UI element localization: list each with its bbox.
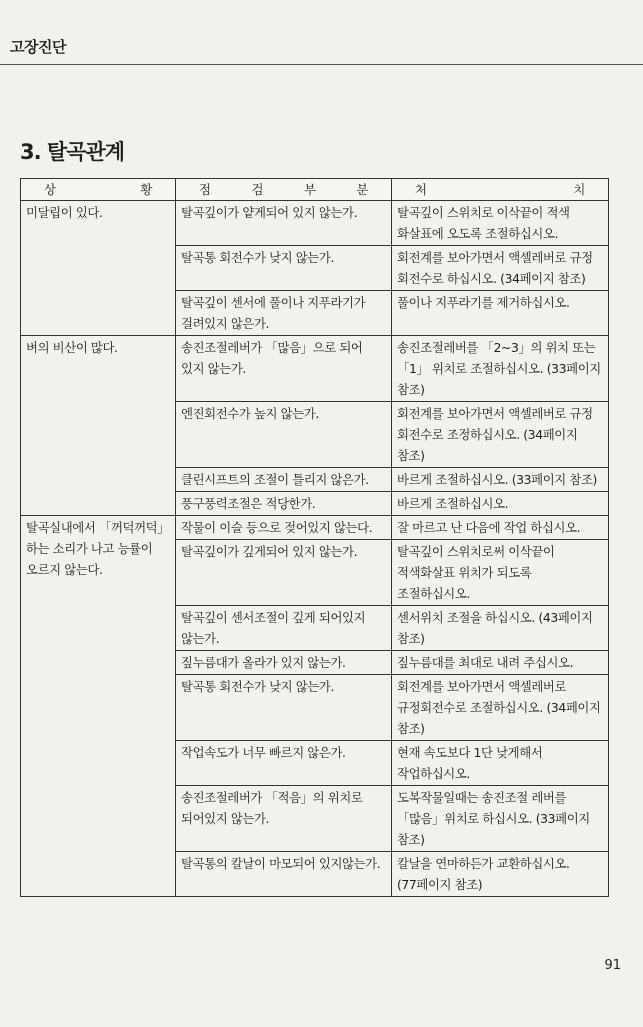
- inspection-cell: 탈곡깊이 센서조절이 깊게 되어있지 않는가.: [176, 606, 392, 651]
- running-head: 고장진단: [10, 38, 66, 56]
- troubleshooting-table: [20, 178, 609, 897]
- action-cell: 탈곡깊이 스위치로 이삭끝이 적색 화살표에 오도록 조절하십시오.: [392, 201, 609, 246]
- action-cell: 풀이나 지푸라기를 제거하십시오.: [392, 291, 609, 336]
- inspection-cell: 탈곡통 회전수가 낮지 않는가.: [176, 675, 392, 741]
- inspection-cell: 탈곡통 회전수가 낮지 않는가.: [176, 246, 392, 291]
- header-inspection: 점 검 부 분: [176, 179, 392, 201]
- situation-cell: 벼의 비산이 많다.: [21, 336, 176, 516]
- header-rule: [0, 64, 643, 65]
- action-cell: 회전계를 보아가면서 액셀레버로 규정 회전수로 하십시오. (34페이지 참조): [392, 246, 609, 291]
- inspection-cell: 짚누름대가 올라가 있지 않는가.: [176, 651, 392, 675]
- inspection-cell: 풍구풍력조절은 적당한가.: [176, 492, 392, 516]
- situation-cell: 미달립이 있다.: [21, 201, 176, 336]
- inspection-cell: 탈곡깊이가 깊게되어 있지 않는가.: [176, 540, 392, 606]
- page-number: 91: [604, 958, 621, 973]
- situation-cell: 탈곡실내에서 「꺼덕꺼덕」하는 소리가 나고 능률이 오르지 않는다.: [21, 516, 176, 897]
- action-cell: 센서위치 조절을 하십시오. (43페이지 참조): [392, 606, 609, 651]
- table-header-row: [21, 179, 609, 201]
- action-cell: 바르게 조절하십시오. (33페이지 참조): [392, 468, 609, 492]
- table-body: [21, 201, 609, 897]
- inspection-cell: 클린시프트의 조절이 틀리지 않은가.: [176, 468, 392, 492]
- inspection-cell: 탈곡깊이 센서에 풀이나 지푸라기가 걸려있지 않은가.: [176, 291, 392, 336]
- inspection-cell: 송진조절레버가 「적음」의 위치로 되어있지 않는가.: [176, 786, 392, 852]
- action-cell: 회전계를 보아가면서 액셀레버로 규정회전수로 조절하십시오. (34페이지 참조): [392, 675, 609, 741]
- inspection-cell: 엔진회전수가 높지 않는가.: [176, 402, 392, 468]
- table-row: [21, 336, 609, 402]
- action-cell: 송진조절레버를 「2~3」의 위치 또는 「1」 위치로 조절하십시오. (33페이지 참조): [392, 336, 609, 402]
- action-cell: 잘 마르고 난 다음에 작업 하십시오.: [392, 516, 609, 540]
- action-cell: 짚누름대를 최대로 내려 주십시오.: [392, 651, 609, 675]
- table-row: [21, 516, 609, 540]
- action-cell: 회전계를 보아가면서 액셀레버로 규정 회전수로 조정하십시오. (34페이지 참조): [392, 402, 609, 468]
- header-situation: 상 황: [21, 179, 176, 201]
- action-cell: 탈곡깊이 스위치로써 이삭끝이 적색화살표 위치가 되도록 조절하십시오.: [392, 540, 609, 606]
- action-cell: 바르게 조절하십시오.: [392, 492, 609, 516]
- action-cell: 칼날을 연마하든가 교환하십시오. (77페이지 참조): [392, 852, 609, 897]
- inspection-cell: 탈곡통의 칼날이 마모되어 있지않는가.: [176, 852, 392, 897]
- header-action: 처 치: [392, 179, 609, 201]
- inspection-cell: 송진조절레버가 「많음」으로 되어 있지 않는가.: [176, 336, 392, 402]
- table-row: [21, 201, 609, 246]
- action-cell: 현재 속도보다 1단 낮게해서 작업하십시오.: [392, 741, 609, 786]
- inspection-cell: 탈곡깊이가 얕게되어 있지 않는가.: [176, 201, 392, 246]
- action-cell: 도복작물일때는 송진조절 레버를 「많음」위치로 하십시오. (33페이지 참조): [392, 786, 609, 852]
- inspection-cell: 작물이 이슬 등으로 젖어있지 않는다.: [176, 516, 392, 540]
- inspection-cell: 작업속도가 너무 빠르지 않은가.: [176, 741, 392, 786]
- section-title: 3. 탈곡관계: [20, 140, 125, 164]
